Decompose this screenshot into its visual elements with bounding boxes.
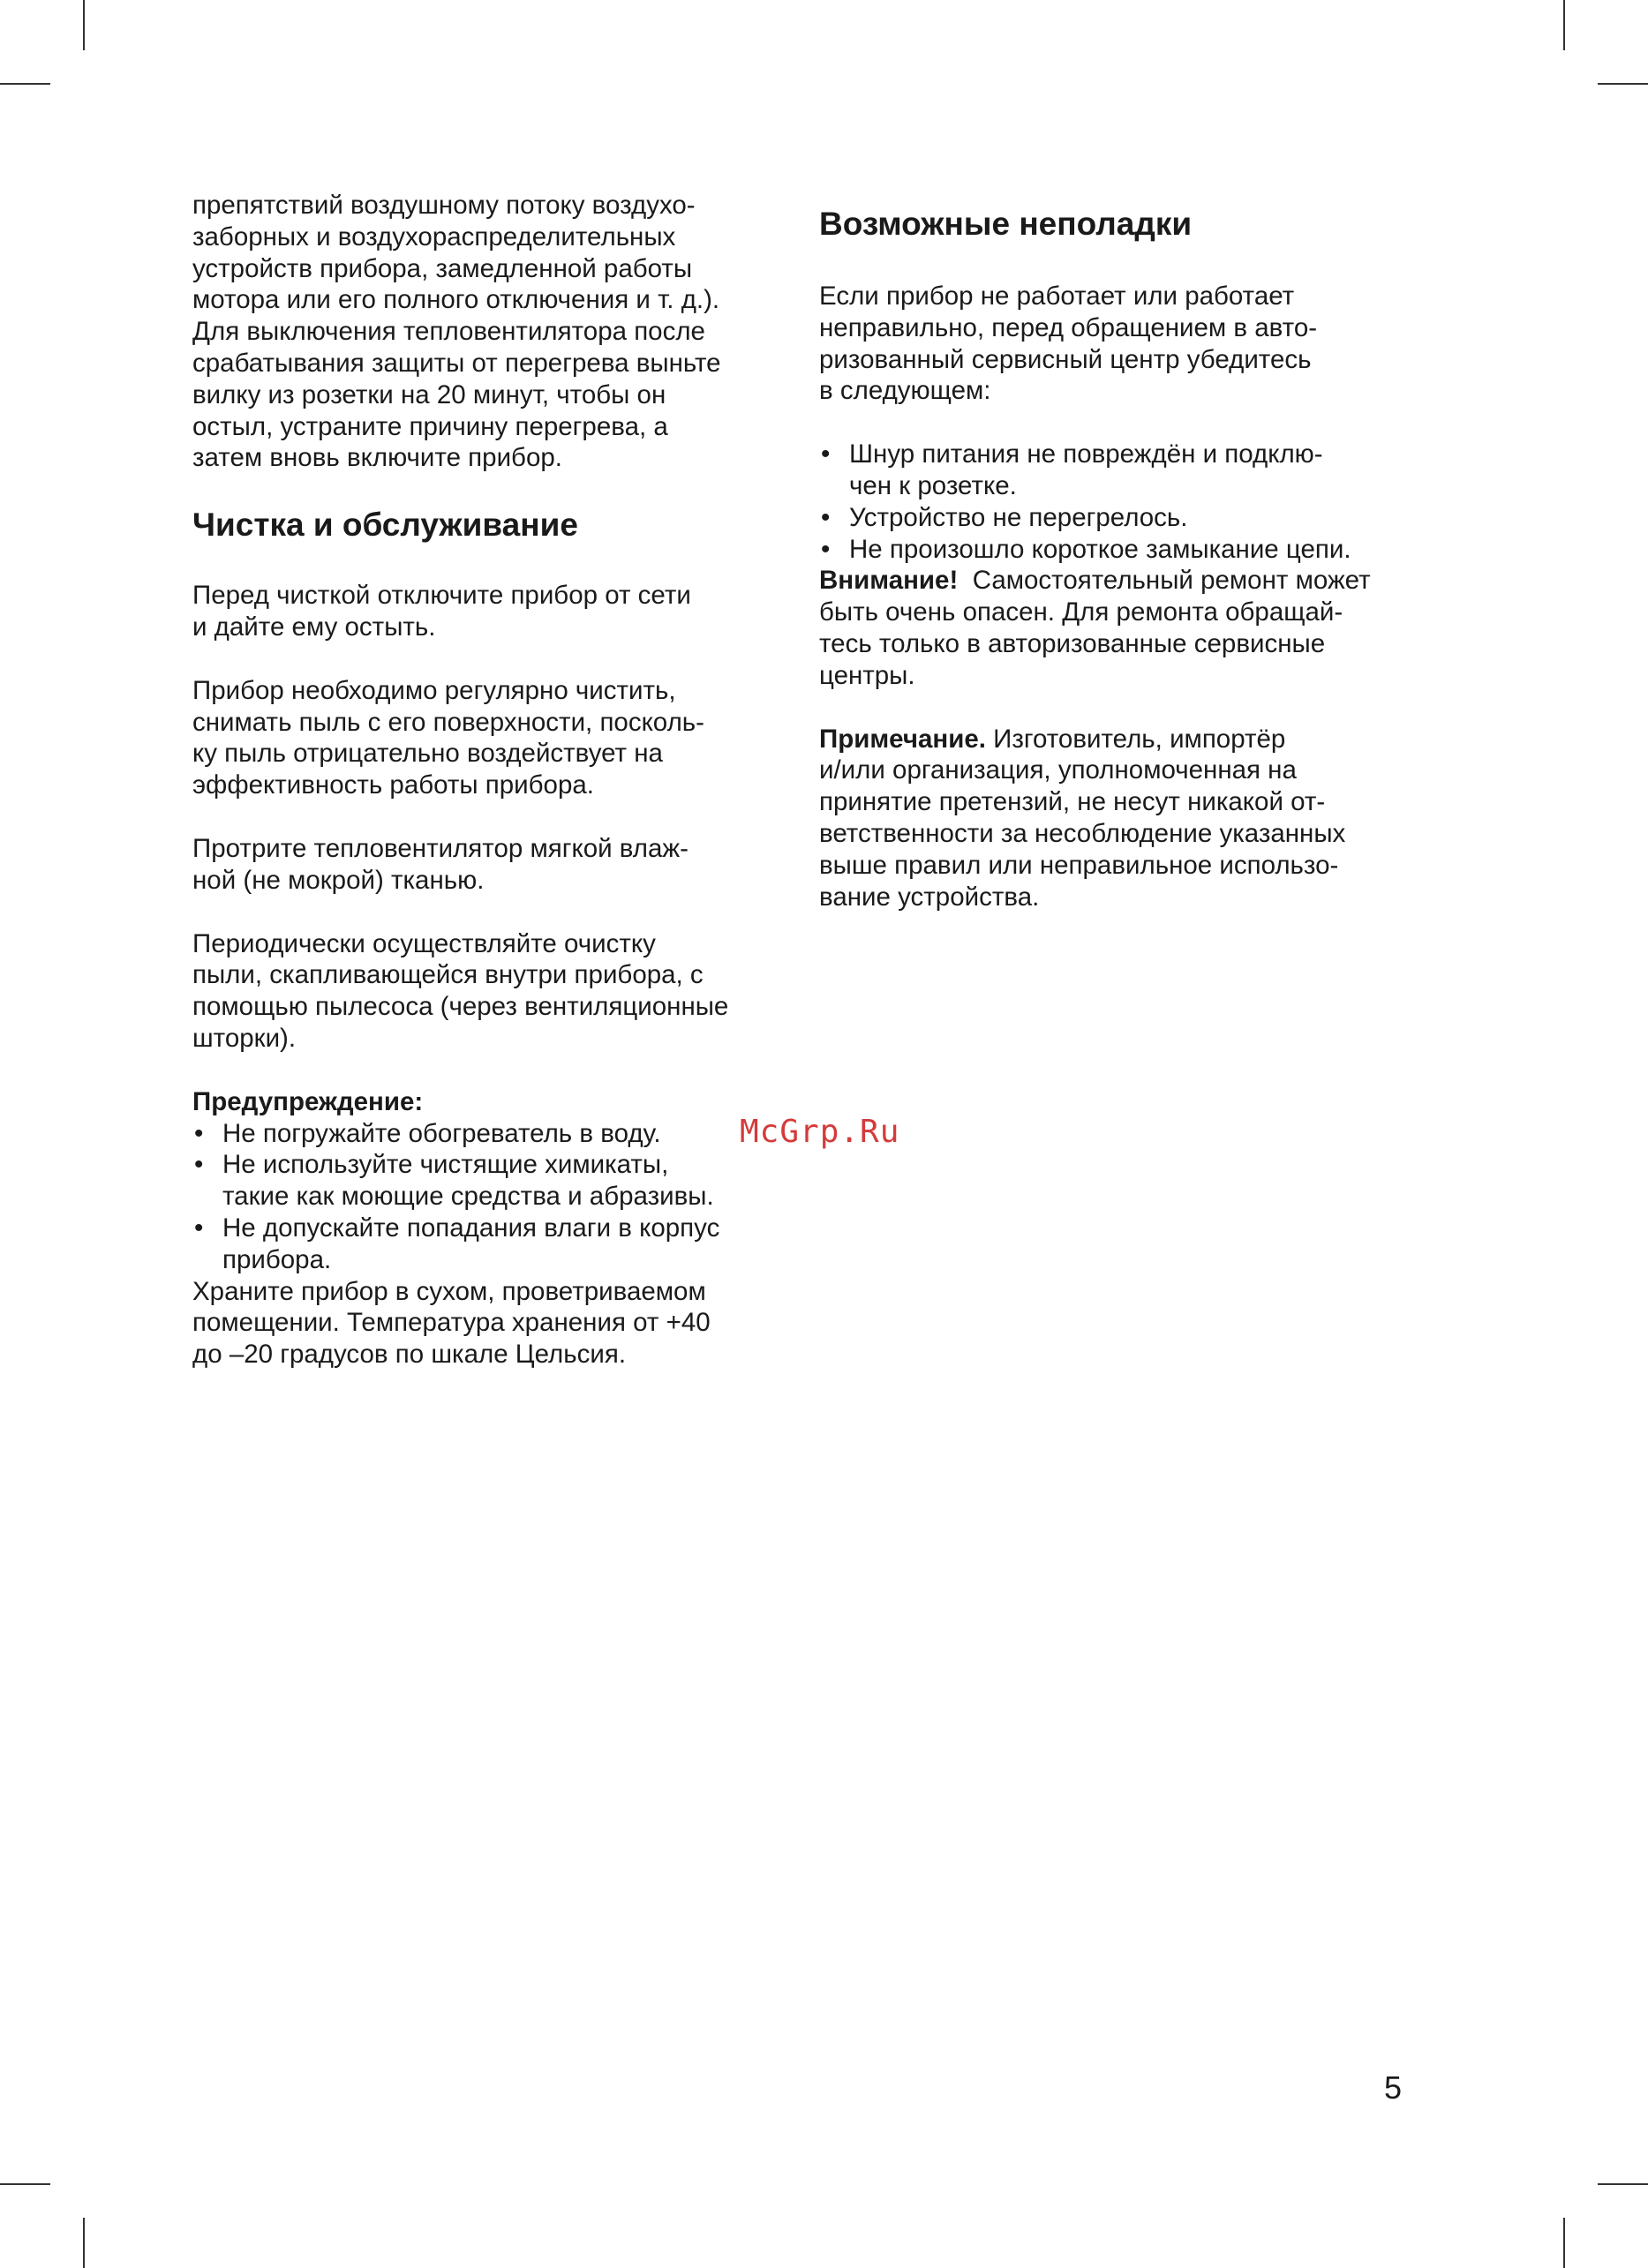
crop-mark-bottom-left — [83, 2218, 85, 2268]
cleaning-paragraph-4: Периодически осуществляйте очистку пыли, скапливающейся внутри прибора, с помощью пылесоса (через вентиляционные шторки). — [192, 928, 729, 1053]
bullet-icon: • — [194, 1213, 204, 1243]
cleaning-paragraph-3: Протрите тепловентилятор мягкой влаж- ной (не мокрой) тканью. — [192, 833, 689, 895]
crop-mark-bottom-left-h — [0, 2183, 50, 2185]
warning-list — [192, 1118, 797, 1276]
list-item — [819, 534, 1424, 566]
crop-mark-top-right — [1563, 0, 1565, 50]
warning-item-2: Не используйте чистящие химикаты, такие как моющие средства и абразивы. — [222, 1150, 714, 1212]
page-number: 5 — [1384, 2069, 1403, 2106]
cleaning-heading: Чистка и обслуживание — [192, 507, 578, 544]
list-item — [192, 1149, 797, 1213]
check-list — [819, 439, 1424, 565]
bullet-icon: • — [821, 502, 831, 532]
attention-text: Самостоятельный ремонт может быть очень опасен. Для ремонта обращай- тесь только в авторизованные сервисные центры. — [819, 566, 1371, 690]
crop-mark-top-left-h — [0, 83, 50, 85]
check-item-2: Устройство не перегрелось. — [849, 502, 1188, 532]
left-column — [192, 190, 797, 1402]
crop-mark-bottom-right-h — [1598, 2183, 1648, 2185]
bullet-icon: • — [821, 439, 831, 469]
warning-heading: Предупреждение: — [192, 1086, 424, 1116]
overheat-paragraph: препятствий воздушному потоку воздухо- заборных и воздухораспределительных устройств прибора, замедленной работы мотора или его полного отключения и т. д.). Для выключения тепловентилятора после срабатывания защиты от перегрева выньте вилку из розетки на 20 минут, чтобы он остыл, устраните причину перегрева, а затем вновь включите прибор. — [192, 191, 721, 473]
list-item — [192, 1213, 797, 1276]
note-paragraph — [819, 724, 1424, 913]
troubleshooting-heading: Возможные неполадки — [819, 206, 1193, 242]
right-column — [819, 190, 1424, 944]
bullet-icon: • — [821, 534, 831, 564]
crop-mark-top-left — [83, 0, 85, 50]
warning-item-1: Не погружайте обогреватель в воду. — [222, 1118, 661, 1148]
check-item-1: Шнур питания не повреждён и подклю- чен к розетке. — [849, 439, 1323, 500]
list-item — [192, 1118, 797, 1150]
note-label: Примечание. — [819, 724, 986, 754]
crop-mark-bottom-right — [1563, 2218, 1565, 2268]
bullet-icon: • — [194, 1150, 204, 1180]
crop-mark-top-right-h — [1598, 83, 1648, 85]
list-item — [819, 502, 1424, 534]
watermark: McGrp.Ru — [740, 1114, 900, 1150]
troubleshooting-intro: Если прибор не работает или работает неправильно, перед обращением в авто- ризованный сервисный центр убедитесь в следующем: — [819, 282, 1318, 406]
storage-paragraph: Храните прибор в сухом, проветриваемом помещении. Температура хранения от +40 до –20 градусов по шкале Цельсия. — [192, 1276, 711, 1370]
list-item — [819, 439, 1424, 502]
attention-paragraph — [819, 565, 1424, 691]
cleaning-paragraph-2: Прибор необходимо регулярно чистить, снимать пыль с его поверхности, посколь- ку пыль отрицательно воздействует на эффективность работы прибора. — [192, 675, 704, 800]
bullet-icon: • — [194, 1118, 204, 1148]
warning-item-3: Не допускайте попадания влаги в корпус прибора. — [222, 1213, 720, 1274]
cleaning-paragraph-1: Перед чисткой отключите прибор от сети и дайте ему остыть. — [192, 581, 691, 642]
note-text: Изготовитель, импортёр и/или организация, уполномоченная на принятие претензий, не несут никакой от- ветственности за несоблюдение указанных выше правил или неправильное использо- вание устройства. — [819, 724, 1346, 912]
check-item-3: Не произошло короткое замыкание цепи. — [849, 534, 1351, 564]
attention-label: Внимание! — [819, 566, 959, 596]
